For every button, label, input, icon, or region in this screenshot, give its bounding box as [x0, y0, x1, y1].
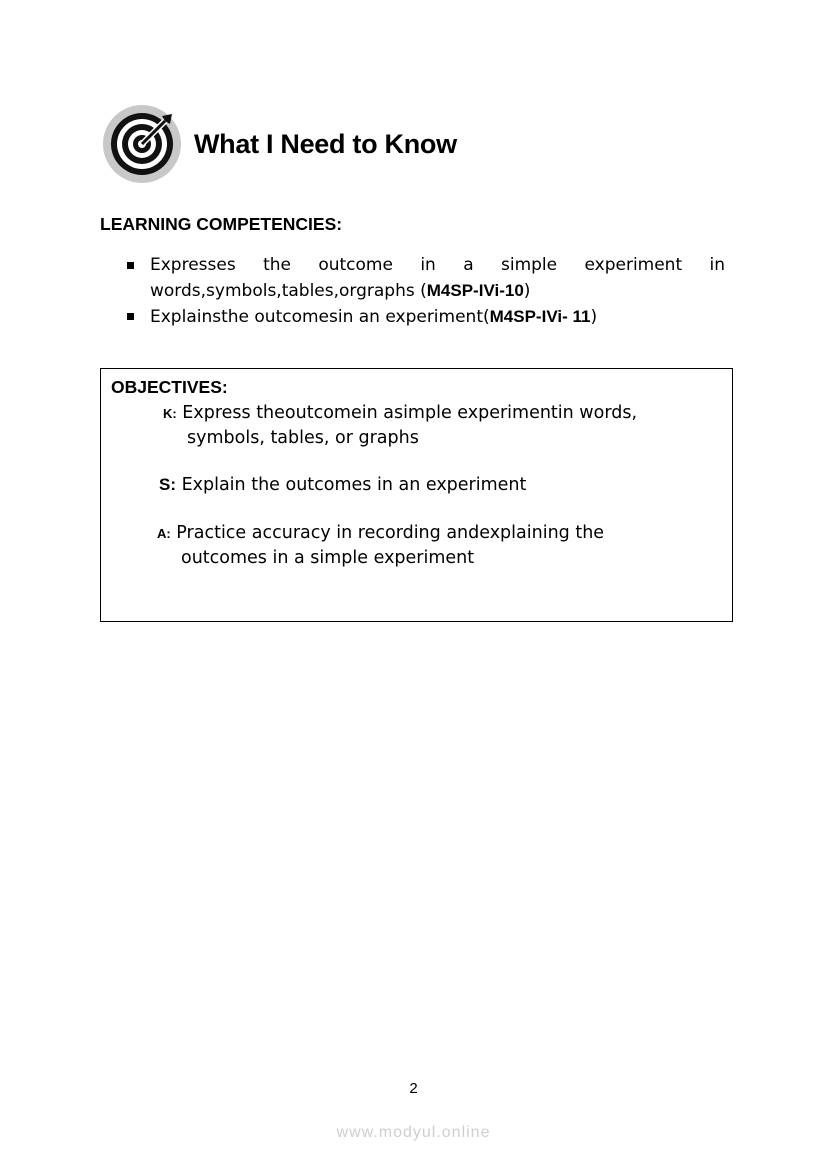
objective-knowledge: [163, 401, 683, 450]
competency-list: [127, 253, 725, 330]
competency-code: M4SP-IVi-10: [426, 281, 524, 300]
page-number: 2: [409, 1080, 418, 1097]
page-title: What I Need to Know: [194, 128, 457, 159]
competency-text: Explainsthe outcomesin an experiment(: [150, 307, 490, 327]
objective-text-line1: Practice accuracy in recording andexplaining the: [176, 523, 605, 543]
objective-skill: [159, 473, 679, 497]
objective-text-line1: Express theoutcomein asimple experimentin words,: [182, 403, 638, 423]
competency-code: M4SP-IVi- 11: [489, 307, 591, 326]
list-item: [127, 253, 725, 304]
competency-close: ): [590, 307, 598, 327]
objectives-box: [100, 368, 733, 622]
section-header: [102, 102, 457, 186]
competency-text: words,symbols,tables,orgraphs (: [150, 281, 427, 301]
competencies-heading: LEARNING COMPETENCIES:: [100, 214, 343, 234]
square-bullet-icon: [127, 313, 134, 320]
competency-text-line2: [150, 281, 530, 301]
objective-label: S:: [159, 475, 176, 494]
objective-attitude: [157, 521, 687, 570]
objective-label: K:: [163, 406, 177, 421]
competency-text-line1: Expresses the outcome in a simple experiment in: [150, 255, 725, 275]
target-icon: [102, 104, 182, 184]
watermark: www.modyul.online: [336, 1124, 491, 1141]
square-bullet-icon: [127, 262, 134, 269]
objective-label: A:: [157, 526, 171, 541]
objective-text-line2: symbols, tables, or graphs: [187, 428, 419, 448]
objectives-heading: OBJECTIVES:: [111, 377, 228, 397]
objective-text-line2: outcomes in a simple experiment: [181, 548, 475, 568]
objective-text: Explain the outcomes in an experiment: [181, 475, 527, 495]
list-item: [127, 304, 725, 330]
competency-close: ): [523, 281, 531, 301]
